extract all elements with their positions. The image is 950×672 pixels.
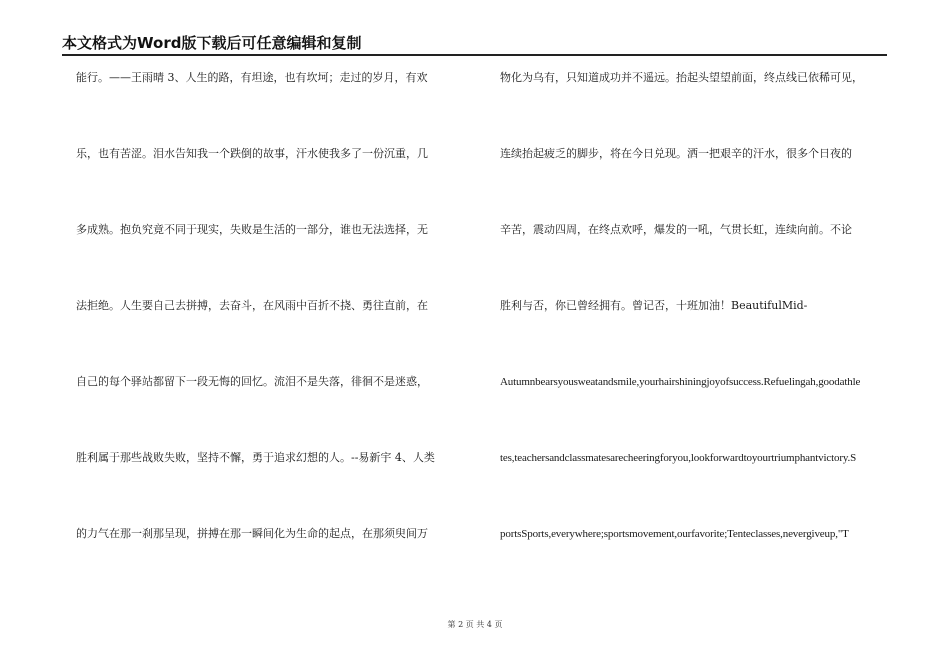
right-line-5: Autumnbearsyousweatandsmile,yourhairshiningjoyofsuccess.Refuelingah,goodathle bbox=[500, 376, 861, 388]
right-line-2: 连续抬起疲乏的脚步，将在今日兑现。洒一把艰辛的汗水，很多个日夜的 bbox=[500, 147, 852, 160]
left-line-1: 能行。——王雨晴 3、人生的路，有坦途，也有坎坷；走过的岁月，有欢 bbox=[76, 71, 428, 84]
left-line-5: 自己的每个驿站都留下一段无悔的回忆。流泪不是失落，徘徊不是迷惑， bbox=[76, 375, 428, 388]
left-line-7: 的力气在那一刹那呈现，拼搏在那一瞬间化为生命的起点，在那须臾间万 bbox=[76, 527, 428, 540]
header-title: 本文格式为Word版下载后可任意编辑和复制 bbox=[62, 34, 362, 52]
right-line-1: 物化为乌有，只知道成功并不遥远。抬起头望望前面，终点线已依稀可见， bbox=[500, 71, 863, 84]
right-line-4: 胜利与否，你已曾经拥有。曾记否，十班加油！BeautifulMid- bbox=[500, 299, 808, 312]
right-line-3: 辛苦，震动四周，在终点欢呼，爆发的一吼，气贯长虹，连续向前。不论 bbox=[500, 223, 852, 236]
page-number: 第 2 页 共 4 页 bbox=[447, 620, 503, 629]
left-line-6: 胜利属于那些战败失败，坚持不懈，勇于追求幻想的人。--易新宇 4、人类 bbox=[76, 451, 435, 464]
left-line-4: 法拒绝。人生要自己去拼搏，去奋斗，在风雨中百折不挠、勇往直前，在 bbox=[76, 299, 428, 312]
page-header bbox=[62, 34, 887, 54]
left-line-3: 多成熟。抱负究竟不同于现实，失败是生活的一部分，谁也无法选择，无 bbox=[76, 223, 428, 236]
header-divider bbox=[62, 54, 887, 56]
right-line-6: tes,teachersandclassmatesarecheeringforyou,lookforwardtoyourtriumphantvictory.S bbox=[500, 452, 857, 464]
left-line-2: 乐，也有苦涩。泪水告知我一个跌倒的故事，汗水使我多了一份沉重，几 bbox=[76, 147, 428, 160]
right-line-7: portsSports,everywhere;sportsmovement,ourfavorite;Tenteclasses,nevergiveup,"T bbox=[500, 528, 849, 540]
